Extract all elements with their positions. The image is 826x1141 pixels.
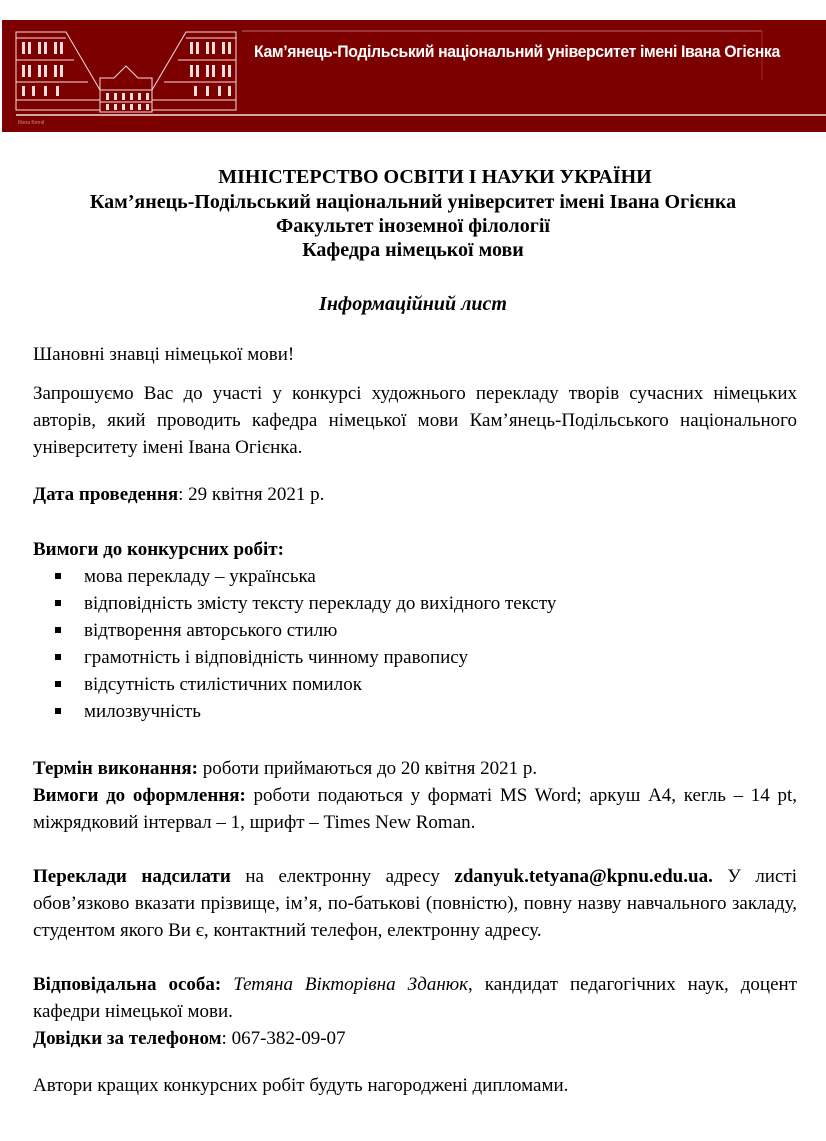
banner-university-name: Кам’янець-Подільський національний університет імені Івана Огієнка <box>254 42 780 61</box>
invitation-paragraph: Запрошуємо Вас до участі у конкурсі художнього перекладу творів сучасних німецьких авторів, який проводить кафедра німецької мови Кам’янець-Подільського національного університету імені Івана Огієнка. <box>33 383 797 458</box>
bullet-icon <box>55 573 61 579</box>
list-item <box>33 590 556 617</box>
list-item-text: милозвучність <box>84 701 201 722</box>
submission-instructions: У листі обов’язково вказати прізвище, ім’я, по-батькові (повністю), повну назву навчального закладу, студентом якого Ви є, контактний телефон, електронну адресу. <box>33 866 797 941</box>
bullet-icon <box>55 708 61 714</box>
bullet-icon <box>55 654 61 660</box>
list-item-text: відповідність змісту тексту перекладу до вихідного тексту <box>84 593 557 614</box>
list-item <box>33 671 556 698</box>
bullet-icon <box>55 627 61 633</box>
ministry-heading: МІНІСТЕРСТВО ОСВІТИ І НАУКИ УКРАЇНИ <box>218 166 652 188</box>
document-title: Інформаційний лист <box>319 293 507 315</box>
university-banner <box>2 20 826 132</box>
format-requirements <box>33 782 797 836</box>
responsible-label: Відповідальна особа: <box>33 974 222 995</box>
university-heading: Кам’янець-Подільський національний університет імені Івана Огієнка <box>89 191 737 213</box>
submission-text: на електронну адресу <box>230 866 455 887</box>
phone-label: Довідки за телефоном <box>33 1028 222 1049</box>
phone-info <box>33 1025 797 1052</box>
deadline-label: Термін виконання: <box>33 758 198 779</box>
bullet-icon <box>55 600 61 606</box>
university-building-icon <box>2 20 826 132</box>
event-date <box>33 481 797 508</box>
contact-email-link[interactable]: zdanyuk.tetyana@kpnu.edu.ua. <box>454 866 713 887</box>
responsible-position: , кандидат педагогічних наук, доцент кафедри німецької мови. <box>33 974 797 1022</box>
list-item-text: відсутність стилістичних помилок <box>84 674 362 695</box>
list-item-text: грамотність і відповідність чинному правопису <box>84 647 468 668</box>
bullet-icon <box>55 681 61 687</box>
requirements-list <box>33 563 556 725</box>
deadline-value: роботи приймаються до 20 квітня 2021 р. <box>197 758 538 779</box>
list-item <box>33 617 556 644</box>
event-date-value: : 29 квітня 2021 р. <box>178 484 325 505</box>
format-value: роботи подаються у форматі MS Word; аркуш А4, кегль – 14 pt, міжрядковий інтервал – 1, шрифт – Times New Roman. <box>33 785 797 833</box>
phone-number: : 067-382-09-07 <box>221 1028 346 1049</box>
event-date-label: Дата проведення <box>33 484 179 505</box>
list-item-text: мова перекладу – українська <box>84 566 316 587</box>
list-item-text: відтворення авторського стилю <box>84 620 338 641</box>
responsible-name: Тетяна Вікторівна Зданюк <box>233 974 469 995</box>
banner-credit: Illona Kornil <box>18 120 45 126</box>
greeting: Шановні знавці німецької мови! <box>33 344 295 365</box>
list-item <box>33 698 556 725</box>
deadline <box>33 755 797 782</box>
list-item <box>33 563 556 590</box>
list-item <box>33 644 556 671</box>
department-heading: Кафедра німецької мови <box>302 239 524 261</box>
closing-note: Автори кращих конкурсних робіт будуть нагороджені дипломами. <box>33 1075 569 1096</box>
submission-paragraph <box>33 863 797 944</box>
submission-label: Переклади надсилати <box>33 866 231 887</box>
faculty-heading: Факультет іноземної філології <box>276 215 550 237</box>
format-label: Вимоги до оформлення: <box>33 785 246 806</box>
requirements-heading: Вимоги до конкурсних робіт: <box>33 539 284 560</box>
responsible-person <box>33 971 797 1025</box>
